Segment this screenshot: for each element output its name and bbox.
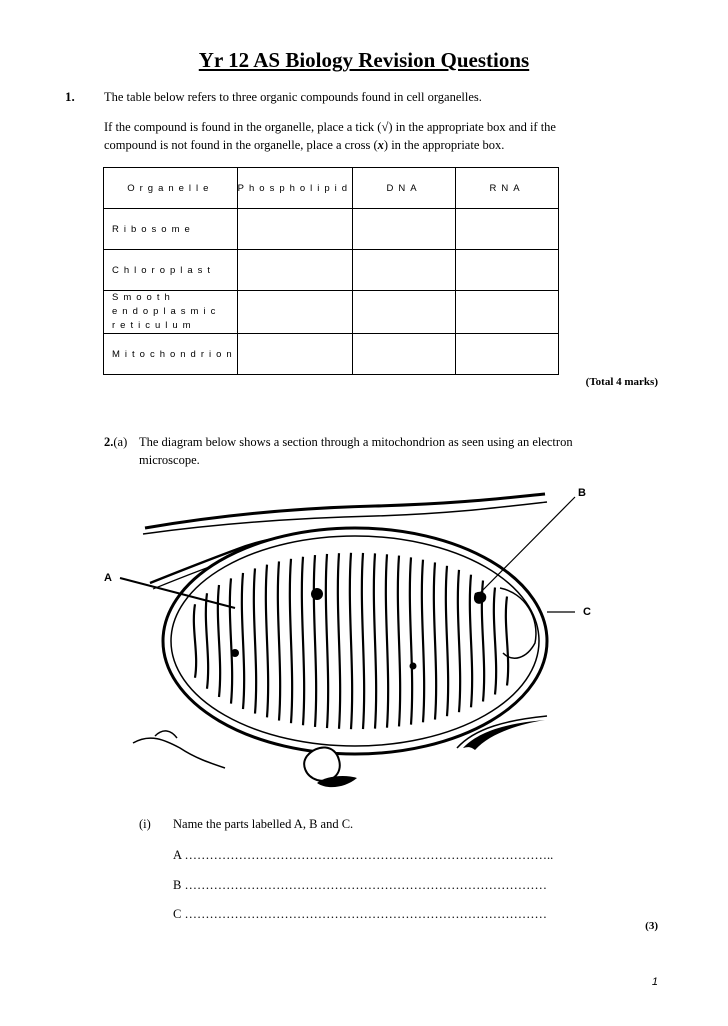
instruction-text-end: ) in the appropriate box. bbox=[383, 138, 505, 152]
answer-cell[interactable] bbox=[237, 334, 352, 375]
table-header-rna: RNA bbox=[456, 168, 559, 209]
question-1-instruction-line1: If the compound is found in the organelle, place a tick (√) in the appropriate box and if the bbox=[104, 120, 556, 134]
question-2-text-line1: The diagram below shows a section through a mitochondrion as seen using an electron bbox=[139, 435, 573, 449]
instruction-text: compound is not found in the organelle, place a cross ( bbox=[104, 138, 378, 152]
answer-line-b[interactable]: B …………………………………………………………………………… bbox=[173, 878, 547, 892]
answer-cell[interactable] bbox=[237, 250, 352, 291]
cross-symbol: x bbox=[377, 138, 384, 152]
answer-cell[interactable] bbox=[456, 334, 559, 375]
page-number: 1 bbox=[651, 976, 658, 988]
row-label-smooth-er: Smooth endoplasmic reticulum bbox=[104, 291, 238, 334]
table-header-phospholipid: Phospholipid bbox=[237, 168, 352, 209]
table-header-dna: DNA bbox=[353, 168, 456, 209]
mitochondrion-diagram bbox=[95, 478, 615, 808]
page-title: Yr 12 AS Biology Revision Questions bbox=[198, 48, 530, 72]
table-header-organelle: Organelle bbox=[104, 168, 238, 209]
table-row bbox=[104, 334, 559, 375]
organelle-table bbox=[103, 167, 559, 375]
row-label-mitochondrion: Mitochondrion bbox=[104, 334, 238, 375]
granule bbox=[311, 588, 323, 600]
table-row bbox=[104, 250, 559, 291]
answer-cell[interactable] bbox=[456, 209, 559, 250]
answer-line-c[interactable]: C …………………………………………………………………………… bbox=[173, 907, 547, 921]
table-row bbox=[104, 209, 559, 250]
answer-cell[interactable] bbox=[237, 291, 352, 334]
row-label-chloroplast: Chloroplast bbox=[104, 250, 238, 291]
answer-cell[interactable] bbox=[353, 209, 456, 250]
table-header-row bbox=[104, 168, 559, 209]
answer-cell[interactable] bbox=[456, 250, 559, 291]
granule bbox=[231, 649, 239, 657]
question-1-instruction-line2 bbox=[104, 136, 504, 155]
question-2-part: (a) bbox=[113, 435, 128, 449]
answer-cell[interactable] bbox=[353, 291, 456, 334]
answer-cell[interactable] bbox=[353, 250, 456, 291]
answer-cell[interactable] bbox=[353, 334, 456, 375]
question-1-intro: The table below refers to three organic compounds found in cell organelles. bbox=[104, 90, 482, 104]
diagram-label-b: B bbox=[578, 487, 586, 499]
granule bbox=[410, 663, 417, 670]
answer-line-a[interactable]: A …………………………………………………………………………….. bbox=[173, 848, 554, 862]
question-2-number: 2. bbox=[104, 435, 114, 449]
sub-question-i-number: (i) bbox=[139, 817, 151, 831]
answer-cell[interactable] bbox=[237, 209, 352, 250]
row-label-ribosome: Ribosome bbox=[104, 209, 238, 250]
leader-line-b bbox=[475, 497, 575, 598]
question-2-text-line2: microscope. bbox=[139, 453, 200, 467]
marks-label: (3) bbox=[645, 920, 658, 932]
diagram-label-c: C bbox=[583, 606, 591, 618]
answer-cell[interactable] bbox=[456, 291, 559, 334]
question-2-heading bbox=[104, 433, 127, 452]
question-1-number: 1. bbox=[65, 89, 75, 104]
sub-question-i-text: Name the parts labelled A, B and C. bbox=[173, 817, 354, 831]
diagram-label-a: A bbox=[104, 572, 112, 584]
table-row bbox=[104, 291, 559, 334]
question-1-total: (Total 4 marks) bbox=[585, 376, 658, 388]
